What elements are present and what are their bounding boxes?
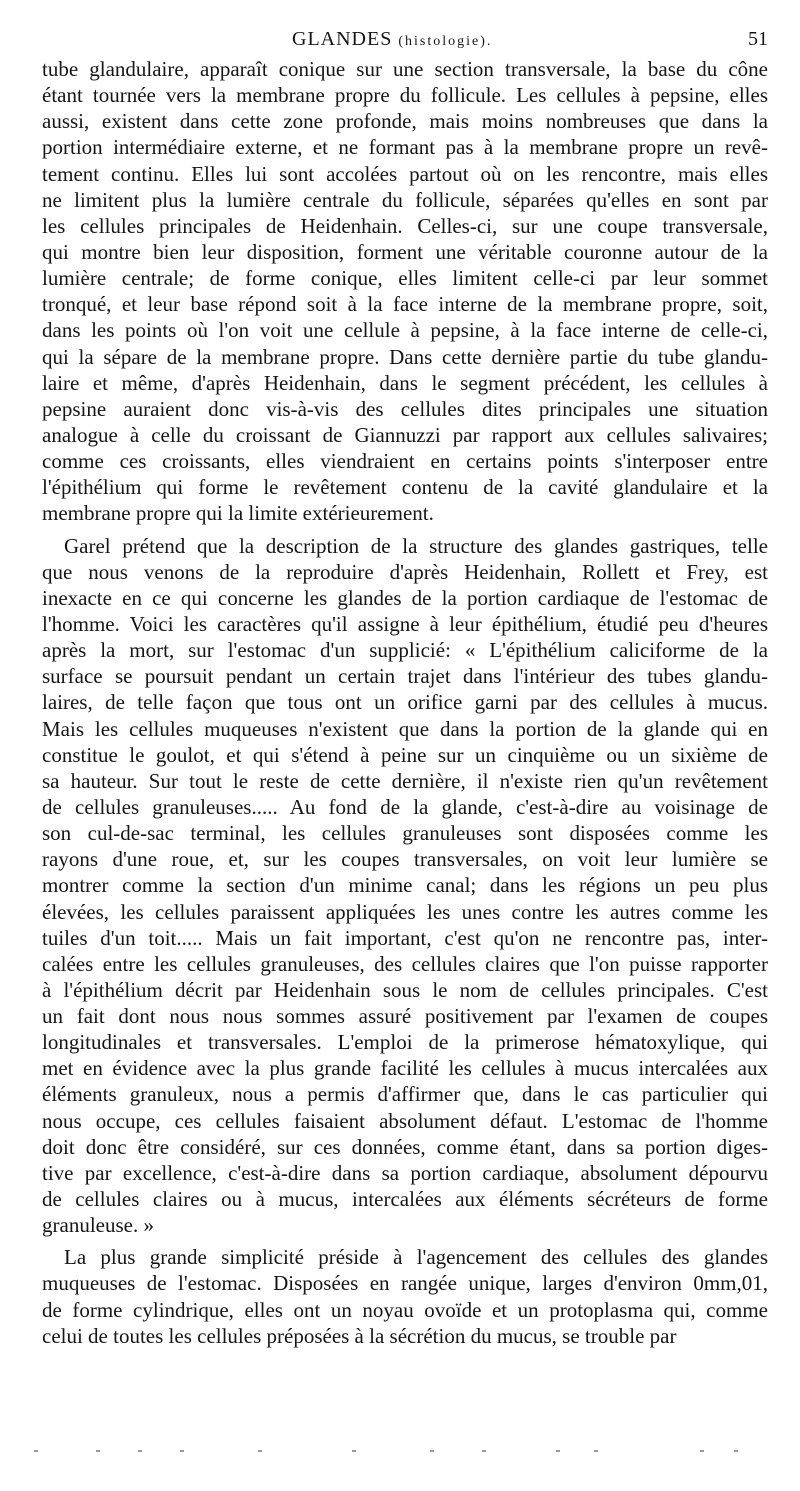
text-line: un fait dont nous nous sommes assuré positivement par l'examen de coupes (42, 1004, 768, 1029)
text-line: de cellules granuleuses..... Au fond de la glande, c'est-à-dire au voisinage de (42, 794, 768, 819)
text-line: tive par excellence, c'est-à-dire dans sa portion cardiaque, absolument dépourvu (42, 1160, 768, 1185)
text-line: laires, de telle façon que tous ont un orifice garni par des cellules à mucus. (42, 690, 768, 715)
print-speck (34, 1450, 38, 1452)
text-line: inexacte en ce qui concerne les glandes de la portion cardiaque de l'estomac de (42, 585, 768, 610)
text-line: comme ces croissants, elles viendraient en certains points s'interposer entre (42, 449, 768, 474)
text-line: granuleuse. » (42, 1213, 154, 1238)
text-line: Mais les cellules muqueuses n'existent que dans la portion de la glande qui en (42, 716, 768, 741)
text-line: après la mort, sur l'estomac d'un supplicié: « L'épithélium caliciforme de la (42, 638, 768, 663)
text-line: met en évidence avec la plus grande facilité les cellules à mucus intercalées aux (42, 1056, 768, 1081)
text-line: longitudinales et transversales. L'emploi de la primerose hématoxylique, qui (42, 1030, 768, 1055)
paragraph (42, 1244, 768, 1349)
text-line: élevées, les cellules paraissent appliquées les unes contre les autres comme les (42, 899, 768, 924)
text-line: nous occupe, ces cellules faisaient absolument défaut. L'estomac de l'homme (42, 1108, 768, 1133)
print-speck (700, 1450, 704, 1452)
print-speck (258, 1450, 262, 1452)
text-line: sa hauteur. Sur tout le reste de cette dernière, il n'existe rien qu'un revêtement (42, 768, 768, 793)
text-line: analogue à celle du croissant de Giannuzzi par rapport aux cellules salivaires; (42, 422, 768, 447)
page-number: 51 (748, 28, 768, 50)
text-line: constitue le goulot, et qui s'étend à peine sur un cinquième ou un sixième de (42, 742, 768, 767)
text-line: portion intermédiaire externe, et ne formant pas à la membrane propre un revê- (42, 135, 768, 160)
paragraph (42, 56, 768, 527)
print-speck (556, 1450, 560, 1452)
text-line: doit donc être considéré, sur ces données, comme étant, dans sa portion diges- (42, 1134, 768, 1159)
text-line: de forme cylindrique, elles ont un noyau ovoïde et un protoplasma qui, comme (42, 1297, 768, 1322)
print-speck (352, 1450, 356, 1452)
text-line: celui de toutes les cellules préposées à la sécrétion du mucus, se trouble par (42, 1323, 677, 1348)
text-line: tuiles d'un toit..... Mais un fait important, c'est qu'on ne rencontre pas, inter- (42, 925, 768, 950)
text-line: surface se poursuit pendant un certain trajet dans l'intérieur des tubes glandu- (42, 664, 768, 689)
text-line: montrer comme la section d'un minime canal; dans les régions un peu plus (42, 873, 768, 898)
text-line: aussi, existent dans cette zone profonde, mais moins nombreuses que dans la (42, 109, 768, 134)
text-line: que nous venons de la reproduire d'après Heidenhain, Rollett et Frey, est (42, 559, 768, 584)
text-line: son cul-de-sac terminal, les cellules granuleuses sont disposées comme les (42, 821, 768, 846)
running-header-title: GLANDES (292, 28, 393, 50)
text-line: dans les points où l'on voit une cellule à pepsine, à la face interne de celle-ci, (42, 318, 768, 343)
text-line: l'homme. Voici les caractères qu'il assigne à leur épithélium, étudié peu d'heures (42, 611, 768, 636)
print-speck (734, 1450, 738, 1452)
text-line: tube glandulaire, apparaît conique sur une section transversale, la base du cône (42, 57, 768, 81)
print-speck (430, 1450, 434, 1452)
text-line: l'épithélium qui forme le revêtement contenu de la cavité glandulaire et la (42, 475, 768, 500)
text-line: membrane propre qui la limite extérieurement. (42, 501, 434, 526)
text-line: laire et même, d'après Heidenhain, dans le segment précédent, les cellules à (42, 370, 768, 395)
bottom-print-specks (34, 1450, 764, 1454)
paragraph (42, 533, 768, 1239)
text-line: La plus grande simplicité préside à l'agencement des cellules des glandes (64, 1245, 768, 1270)
text-line: ne limitent plus la lumière centrale du follicule, séparées qu'elles en sont par (42, 187, 768, 212)
text-line: Garel prétend que la description de la structure des glandes gastriques, telle (64, 533, 768, 558)
text-line: rayons d'une roue, et, sur les coupes transversales, on voit leur lumière se (42, 847, 768, 872)
text-line: les cellules principales de Heidenhain. Celles-ci, sur une coupe transversale, (42, 213, 768, 238)
text-line: étant tournée vers la membrane propre du follicule. Les cellules à pepsine, elles (42, 83, 768, 108)
running-header (292, 28, 492, 51)
text-line: qui la sépare de la membrane propre. Dans cette dernière partie du tube glandu- (42, 344, 768, 369)
body-text (42, 56, 768, 1349)
print-speck (138, 1450, 142, 1452)
text-line: muqueuses de l'estomac. Disposées en rangée unique, larges d'environ 0mm,01, (42, 1271, 768, 1296)
text-line: de cellules claires ou à mucus, intercalées aux éléments sécréteurs de forme (42, 1187, 768, 1212)
text-line: éléments granuleux, nous a permis d'affirmer que, dans le cas particulier qui (42, 1082, 768, 1107)
print-speck (180, 1450, 184, 1452)
text-line: qui montre bien leur disposition, forment une véritable couronne autour de la (42, 239, 768, 264)
text-line: tement continu. Elles lui sont accolées partout où on les rencontre, mais elles (42, 161, 768, 186)
text-line: tronqué, et leur base répond soit à la face interne de la membrane propre, soit, (42, 292, 768, 317)
print-speck (96, 1450, 100, 1452)
running-header-subtitle: (histologie). (398, 34, 493, 49)
text-line: calées entre les cellules granuleuses, des cellules claires que l'on puisse rapporter (42, 951, 768, 976)
text-line: lumière centrale; de forme conique, elles limitent celle-ci par leur sommet (42, 266, 768, 291)
text-line: à l'épithélium décrit par Heidenhain sous le nom de cellules principales. C'est (42, 977, 768, 1002)
print-speck (482, 1450, 486, 1452)
text-line: pepsine auraient donc vis-à-vis des cellules dites principales une situation (42, 396, 768, 421)
print-speck (594, 1450, 598, 1452)
